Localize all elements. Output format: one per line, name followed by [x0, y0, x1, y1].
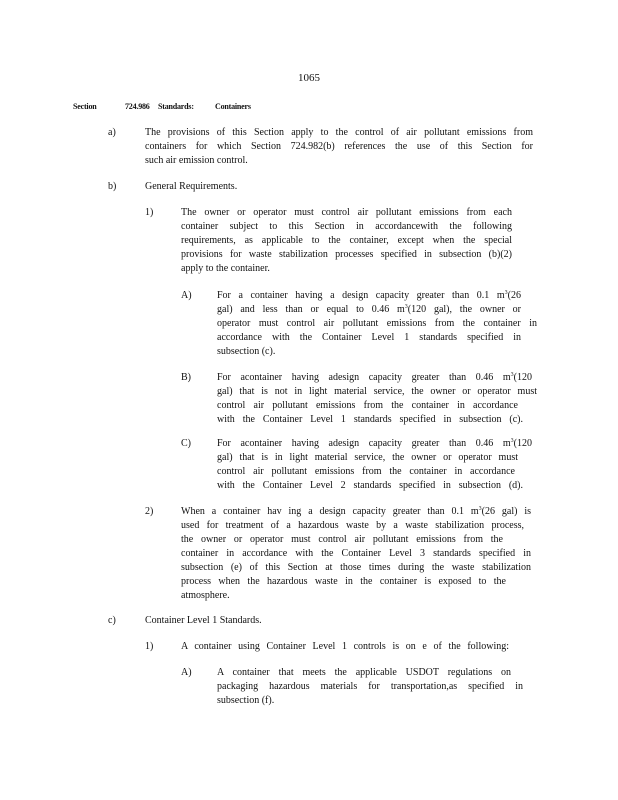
subsection-c1A-label: A) — [181, 667, 192, 678]
text-line: accordance with the Container Level 1 standards specified in — [217, 332, 521, 343]
subsection-c-label: c) — [108, 615, 116, 626]
subsection-b2-text — [181, 505, 531, 603]
text-line: the owner or operator must control air pollutant emissions from the — [181, 534, 503, 545]
text-line: atmosphere. — [181, 590, 230, 601]
text-line: used for treatment of a hazardous waste by a waste stabilization process, — [181, 520, 524, 531]
subsection-a-text — [145, 126, 533, 168]
subsection-b1-text — [181, 206, 512, 276]
subsection-b2-label: 2) — [145, 506, 154, 517]
text-line: with the Container Level 2 standards specified in subsection (d). — [217, 480, 523, 491]
text-line: subsection (f). — [217, 695, 275, 706]
page-number: 1065 — [298, 72, 320, 84]
text-line: When a container hav ing a design capacity greater than 0.1 $m^3(26$ gal) is — [181, 506, 532, 517]
subsection-c1-text — [181, 640, 509, 654]
text-line: provisions for waste stabilization processes specified in subsection (b)(2) — [181, 249, 512, 260]
text-line: packaging hazardous materials for transportation,as specified in — [217, 681, 523, 692]
text-line: container in accordance with the Container Level 3 standards specified in — [181, 548, 531, 559]
text-line: operator must control air pollutant emissions from the container in — [217, 318, 537, 329]
subsection-b-heading: General Requirements. — [145, 181, 238, 192]
subsection-c1A-text — [217, 666, 523, 708]
text-line: For acontainer having adesign capacity greater than 0.46 $m^3(120$ — [217, 372, 532, 383]
text-line: container subject to this Section in accordancewith the following — [181, 221, 512, 232]
text-line: apply to the container. — [181, 263, 270, 274]
text-line: such air emission control. — [145, 155, 248, 166]
section-word: Section — [73, 102, 97, 111]
text-line: gal) that is in light material service, the owner or operator must — [217, 452, 518, 463]
text-line: subsection (e) of this Section at those times during the waste stabilization — [181, 562, 531, 573]
text-line: process when the hazardous waste in the container is exposed to the — [181, 576, 506, 587]
text-line: For acontainer having adesign capacity greater than 0.46 $m^3(120$ — [217, 438, 532, 449]
text-line: requirements, as applicable to the container, except when the special — [181, 235, 512, 246]
text-line: containers for which Section 724.982(b) references the use of this Section for — [145, 141, 533, 152]
subsection-a-label: a) — [108, 127, 116, 138]
text-line: A container using Container Level 1 controls is on e of the following: — [181, 641, 509, 652]
section-subject: Containers — [215, 102, 251, 111]
subsection-b1-label: 1) — [145, 207, 154, 218]
text-line: control air pollutant emissions from the container in accordance — [217, 466, 515, 477]
text-line: The provisions of this Section apply to the control of air pollutant emissions from — [145, 127, 533, 138]
text-line: subsection (c). — [217, 346, 276, 357]
text-line: gal) and less than or equal to 0.46 $m^3(120$ gal), the owner or — [217, 304, 521, 315]
section-title: Standards: — [158, 102, 194, 111]
text-line: A container that meets the applicable USDOT regulations on — [217, 667, 511, 678]
subsection-b1B-text — [217, 371, 537, 427]
subsection-b1C-text — [217, 437, 537, 493]
subsection-b1A-text — [217, 289, 537, 359]
subsection-c-heading: Container Level 1 Standards. — [145, 615, 262, 626]
text-line: gal) that is not in light material service, the owner or operator must — [217, 386, 537, 397]
text-line: with the Container Level 1 standards specified in subsection (c). — [217, 414, 523, 425]
subsection-b1C-label: C) — [181, 438, 191, 449]
subsection-b1B-label: B) — [181, 372, 191, 383]
text-line: For a container having a design capacity greater than 0.1 $m^3(26$ — [217, 290, 521, 301]
section-number: 724.986 — [125, 102, 150, 111]
subsection-b1A-label: A) — [181, 290, 192, 301]
text-line: The owner or operator must control air pollutant emissions from each — [181, 207, 512, 218]
subsection-b-label: b) — [108, 181, 117, 192]
text-line: control air pollutant emissions from the container in accordance — [217, 400, 518, 411]
subsection-c1-label: 1) — [145, 641, 154, 652]
